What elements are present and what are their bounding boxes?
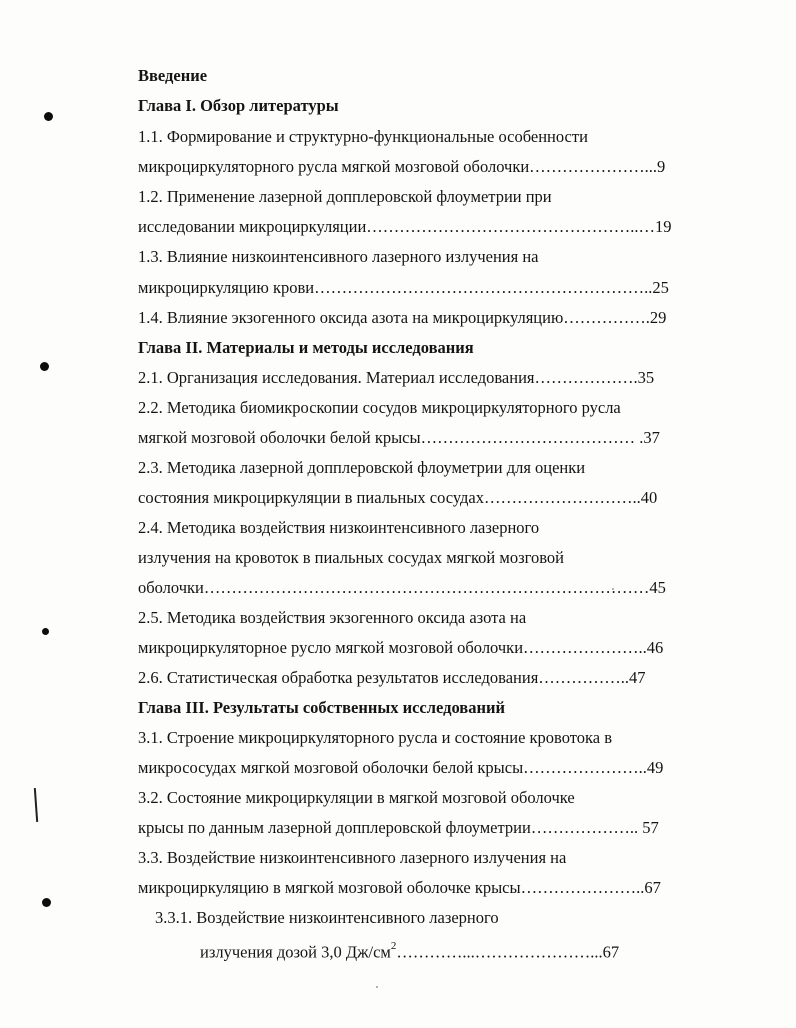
toc-page: Введение Глава I. Обзор литературы 1.1. Формирование и структурно-функциональные особенности микроциркуляторного русла мягкой мозговой оболочки…………………...9 1.2. Применение лазерной допплеровской флоуметрии при исследовании микроциркуляции…………………………………………..…19 1.3. Влияние низкоинтенсивного лазерного излучения на микроциркуляцию крови……………………………………………………..25 1.4. Влияние экзогенного оксида азота на микроциркуляцию…………….29 Глава II. Материалы и методы исследования 2.1. Организация исследования. Материал исследования……………….35 2.2. Методика биомикроскопии сосудов микроциркуляторного русла мягкой мозговой оболочки белой крысы………………………………… .37 2.3. Методика лазерной допплеровской флоуметрии для оценки состояния микроциркуляции в пиальных сосудах………………………..40 2.4. Методика воздействия низкоинтенсивного лазерного излучения на кровоток в пиальных сосудах мягкой мозговой оболочки………………………………………………………………………45 2.5. Методика воздействия экзогенного оксида азота на микроциркуляторное русло мягкой мозговой оболочки…………………..46 2.6. Статистическая обработка результатов исследования……………..47 Глава III. Результаты собственных исследований 3.1. Строение микроциркуляторного русла и состояние кровотока в микрососудах мягкой мозговой оболочки белой крысы…………………..49 3.2. Состояние микроциркуляции в мягкой мозговой оболочке крысы по данным лазерной допплеровской флоуметрии……………….. 57 3.3. Воздействие низкоинтенсивного лазерного излучения на микроциркуляцию в мягкой мозговой оболочке крысы…………………..67 3.3.1. Воздействие низкоинтенсивного лазерного излучения дозой 3,0 $Дж/см^2\dots\dots\dots\dots...\dots\dots\dots\dots\dots\dots\dots...67$ [0, 0, 796, 1028]
superscript: 2 [390, 940, 397, 952]
punch-hole-4 [42, 898, 51, 907]
dose-text: излучения дозой 3,0 Дж/см [200, 942, 391, 962]
speck-1 [376, 986, 378, 988]
scan-mark [34, 788, 38, 822]
dose-leader: …………...…………………...67 [396, 942, 620, 962]
punch-hole-1 [44, 112, 53, 121]
punch-hole-2 [40, 362, 49, 371]
punch-hole-3 [42, 628, 49, 635]
